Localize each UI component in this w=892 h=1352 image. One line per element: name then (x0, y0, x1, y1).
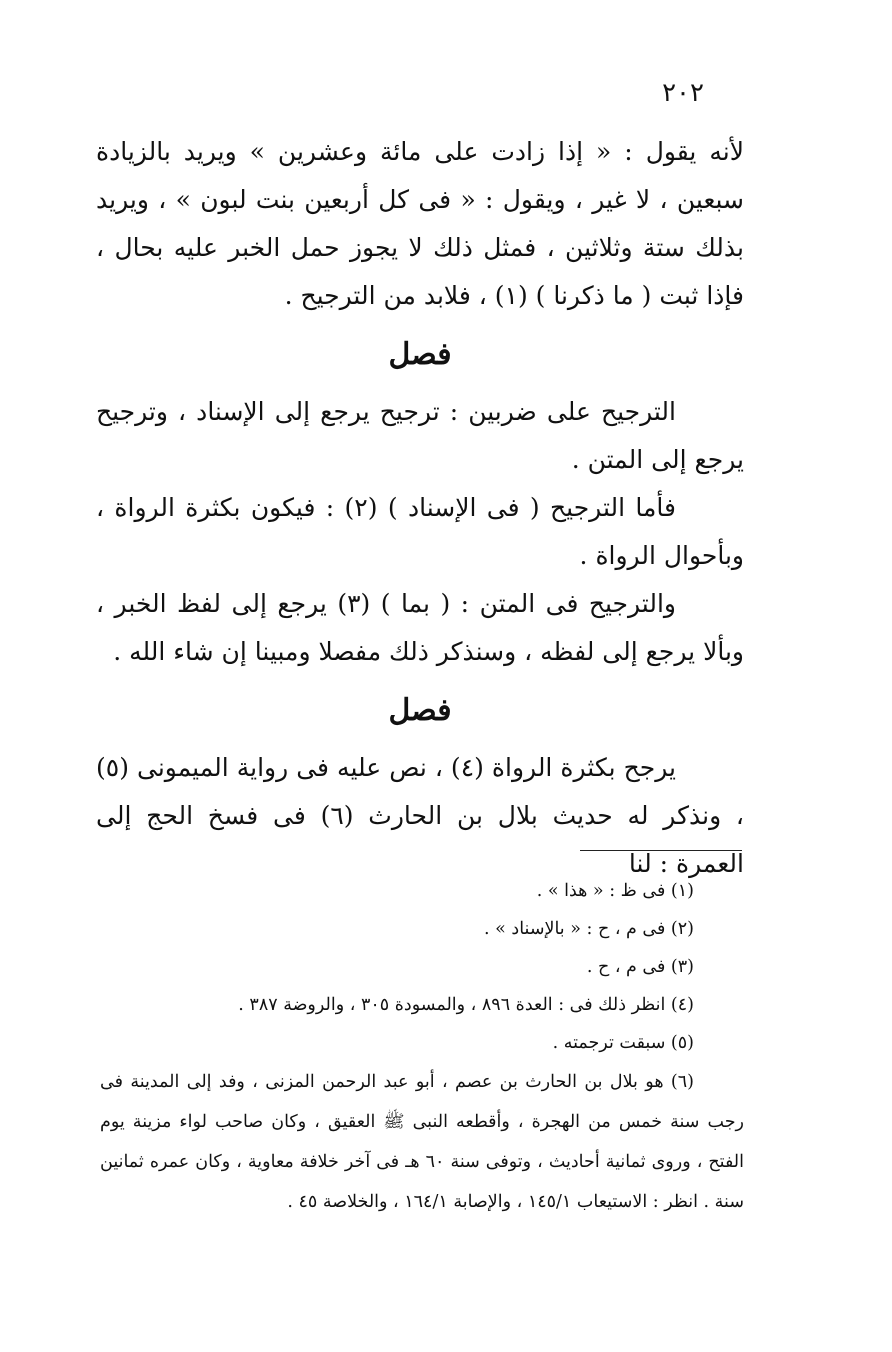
main-text (96, 128, 744, 888)
paragraph: الترجيح على ضربين : ترجيح يرجع إلى الإسناد ، وترجيح يرجع إلى المتن . (96, 397, 744, 474)
footnote: (٥) سبقت ترجمته . (552, 1033, 694, 1053)
section-heading: فصل (388, 337, 452, 372)
footnote: (٤) انظر ذلك فى : العدة ٨٩٦ ، والمسودة ٣٠٥ ، والروضة ٣٨٧ . (238, 995, 694, 1015)
paragraph: لأنه يقول : « إذا زادت على مائة وعشرين » ويريد بالزيادة سبعين ، لا غير ، ويقول : « فى كل أربعين بنت لبون » ، ويريد بذلك ستة وثلاثين ، فمثل ذلك لا يجوز حمل الخبر عليه بحال ، فإذا ثبت ( ما ذكرنا ) (١) ، فلابد من الترجيح . (96, 137, 744, 310)
footnote-separator (580, 850, 742, 851)
paragraph: فأما الترجيح ( فى الإسناد ) (٢) : فيكون بكثرة الرواة ، وبأحوال الرواة . (96, 493, 744, 570)
footnotes (100, 872, 744, 1222)
page-number: ٢٠٢ (662, 78, 704, 108)
footnote: (٢) فى م ، ح : « بالإسناد » . (484, 919, 694, 939)
paragraph: يرجح بكثرة الرواة (٤) ، نص عليه فى رواية الميمونى (٥) ، ونذكر له حديث بلال بن الحارث (٦) فى فسخ الحج إلى العمرة : لنا (96, 753, 744, 878)
paragraph: والترجيح فى المتن : ( بما ) (٣) يرجع إلى لفظ الخبر ، وبألا يرجع إلى لفظه ، وسنذكر ذلك مفصلا ومبينا إن شاء الله . (96, 589, 744, 666)
section-heading: فصل (388, 693, 452, 728)
footnote: (٣) فى م ، ح . (586, 957, 694, 977)
footnote: (١) فى ظ : « هذا » . (536, 881, 694, 901)
footnote: (٦) هو بلال بن الحارث بن عصم ، أبو عبد الرحمن المزنى ، وفد إلى المدينة فى رجب سنة خمس من الهجرة ، وأقطعه النبى ﷺ العقيق ، وكان صاحب لواء مزينة يوم الفتح ، وروى ثمانية أحاديث ، وتوفى سنة ٦٠ هـ فى آخر خلافة معاوية ، وكان عمره ثمانين سنة . انظر : الاستيعاب ١٤٥/١ ، والإصابة ١٦٤/١ ، والخلاصة ٤٥ . (100, 1072, 744, 1212)
